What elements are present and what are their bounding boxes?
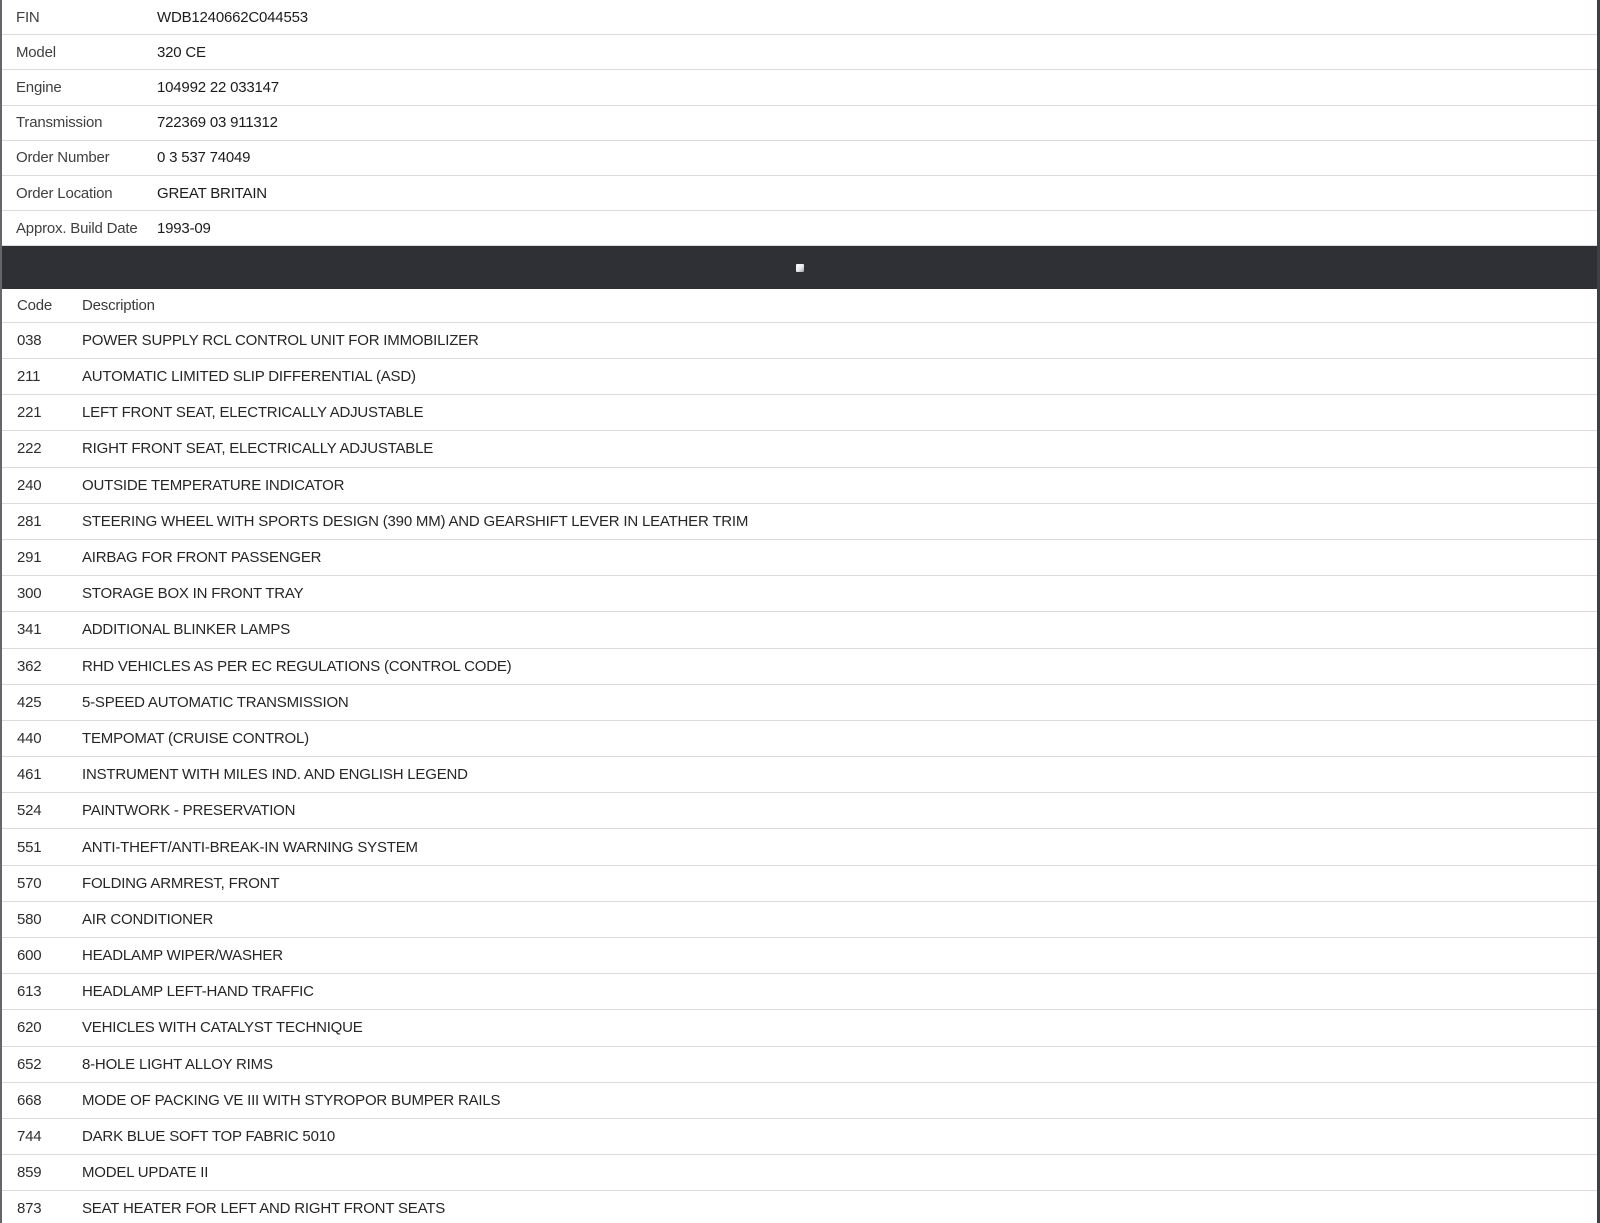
option-code: 652 <box>2 1046 82 1082</box>
option-description: MODEL UPDATE II <box>82 1155 1597 1191</box>
option-description: STORAGE BOX IN FRONT TRAY <box>82 576 1597 612</box>
option-code: 613 <box>2 974 82 1010</box>
vehicle-info-value: 722369 03 911312 <box>157 114 278 132</box>
code-column-header: Code <box>2 289 82 322</box>
table-row <box>2 467 1597 503</box>
option-code: 620 <box>2 1010 82 1046</box>
table-row <box>2 865 1597 901</box>
option-description: RIGHT FRONT SEAT, ELECTRICALLY ADJUSTABLE <box>82 431 1597 467</box>
option-description: 5-SPEED AUTOMATIC TRANSMISSION <box>82 684 1597 720</box>
option-code: 873 <box>2 1191 82 1223</box>
option-code: 570 <box>2 865 82 901</box>
table-row <box>2 684 1597 720</box>
option-description: STEERING WHEEL WITH SPORTS DESIGN (390 MM) AND GEARSHIFT LEVER IN LEATHER TRIM <box>82 503 1597 539</box>
vehicle-info-label: Transmission <box>16 114 103 132</box>
option-description: AUTOMATIC LIMITED SLIP DIFFERENTIAL (ASD) <box>82 359 1597 395</box>
vehicle-info-row <box>2 176 1597 211</box>
vehicle-info-row <box>2 141 1597 176</box>
option-code: 668 <box>2 1082 82 1118</box>
option-code: 744 <box>2 1118 82 1154</box>
option-code: 551 <box>2 829 82 865</box>
table-row <box>2 539 1597 575</box>
option-code: 524 <box>2 793 82 829</box>
option-description: ANTI-THEFT/ANTI-BREAK-IN WARNING SYSTEM <box>82 829 1597 865</box>
table-row <box>2 1155 1597 1191</box>
option-description: FOLDING ARMREST, FRONT <box>82 865 1597 901</box>
options-table <box>2 289 1597 1223</box>
vehicle-info-value: GREAT BRITAIN <box>157 184 267 202</box>
table-row <box>2 612 1597 648</box>
vehicle-info-row <box>2 106 1597 141</box>
option-description: MODE OF PACKING VE III WITH STYROPOR BUMPER RAILS <box>82 1082 1597 1118</box>
table-row <box>2 395 1597 431</box>
vehicle-info-row <box>2 211 1597 246</box>
vehicle-info-label: Approx. Build Date <box>16 219 138 237</box>
option-description: DARK BLUE SOFT TOP FABRIC 5010 <box>82 1118 1597 1154</box>
option-description: HEADLAMP WIPER/WASHER <box>82 938 1597 974</box>
option-code: 281 <box>2 503 82 539</box>
table-row <box>2 793 1597 829</box>
table-row <box>2 1046 1597 1082</box>
table-row <box>2 1191 1597 1223</box>
vehicle-info-value: 0 3 537 74049 <box>157 149 251 167</box>
option-description: VEHICLES WITH CATALYST TECHNIQUE <box>82 1010 1597 1046</box>
vehicle-info-section <box>2 0 1597 246</box>
option-code: 461 <box>2 757 82 793</box>
option-code: 211 <box>2 359 82 395</box>
table-row <box>2 359 1597 395</box>
option-code: 291 <box>2 539 82 575</box>
option-code: 300 <box>2 576 82 612</box>
table-row <box>2 503 1597 539</box>
option-description: PAINTWORK - PRESERVATION <box>82 793 1597 829</box>
option-code: 221 <box>2 395 82 431</box>
table-row <box>2 974 1597 1010</box>
broken-image-icon <box>796 264 804 272</box>
option-code: 222 <box>2 431 82 467</box>
vehicle-info-label: FIN <box>16 8 40 26</box>
option-description: OUTSIDE TEMPERATURE INDICATOR <box>82 467 1597 503</box>
vehicle-info-row <box>2 35 1597 70</box>
table-row <box>2 1082 1597 1118</box>
option-description: HEADLAMP LEFT-HAND TRAFFIC <box>82 974 1597 1010</box>
options-table-header-row <box>2 289 1597 322</box>
option-description: INSTRUMENT WITH MILES IND. AND ENGLISH LEGEND <box>82 757 1597 793</box>
vehicle-info-label: Model <box>16 43 56 61</box>
vehicle-info-value: 1993-09 <box>157 219 211 237</box>
option-code: 580 <box>2 901 82 937</box>
option-description: POWER SUPPLY RCL CONTROL UNIT FOR IMMOBILIZER <box>82 322 1597 358</box>
option-description: AIRBAG FOR FRONT PASSENGER <box>82 539 1597 575</box>
table-row <box>2 648 1597 684</box>
banner <box>2 246 1597 289</box>
option-description: RHD VEHICLES AS PER EC REGULATIONS (CONTROL CODE) <box>82 648 1597 684</box>
table-row <box>2 1010 1597 1046</box>
vehicle-info-label: Order Location <box>16 184 113 202</box>
table-row <box>2 757 1597 793</box>
option-code: 440 <box>2 720 82 756</box>
vehicle-info-label: Engine <box>16 78 62 96</box>
option-code: 341 <box>2 612 82 648</box>
option-description: 8-HOLE LIGHT ALLOY RIMS <box>82 1046 1597 1082</box>
option-code: 600 <box>2 938 82 974</box>
table-row <box>2 901 1597 937</box>
option-description: SEAT HEATER FOR LEFT AND RIGHT FRONT SEATS <box>82 1191 1597 1223</box>
vehicle-info-value: WDB1240662C044553 <box>157 8 308 26</box>
table-row <box>2 829 1597 865</box>
table-row <box>2 938 1597 974</box>
vehicle-info-label: Order Number <box>16 149 110 167</box>
table-row <box>2 431 1597 467</box>
option-description: LEFT FRONT SEAT, ELECTRICALLY ADJUSTABLE <box>82 395 1597 431</box>
option-code: 362 <box>2 648 82 684</box>
option-code: 240 <box>2 467 82 503</box>
option-code: 425 <box>2 684 82 720</box>
table-row <box>2 720 1597 756</box>
table-row <box>2 576 1597 612</box>
vehicle-info-value: 320 CE <box>157 43 206 61</box>
vehicle-info-row <box>2 0 1597 35</box>
option-code: 038 <box>2 322 82 358</box>
vehicle-info-row <box>2 70 1597 105</box>
table-row <box>2 322 1597 358</box>
vehicle-info-value: 104992 22 033147 <box>157 78 279 96</box>
option-code: 859 <box>2 1155 82 1191</box>
option-description: ADDITIONAL BLINKER LAMPS <box>82 612 1597 648</box>
options-table-body <box>2 322 1597 1223</box>
table-row <box>2 1118 1597 1154</box>
option-description: AIR CONDITIONER <box>82 901 1597 937</box>
option-description: TEMPOMAT (CRUISE CONTROL) <box>82 720 1597 756</box>
description-column-header: Description <box>82 289 1597 322</box>
